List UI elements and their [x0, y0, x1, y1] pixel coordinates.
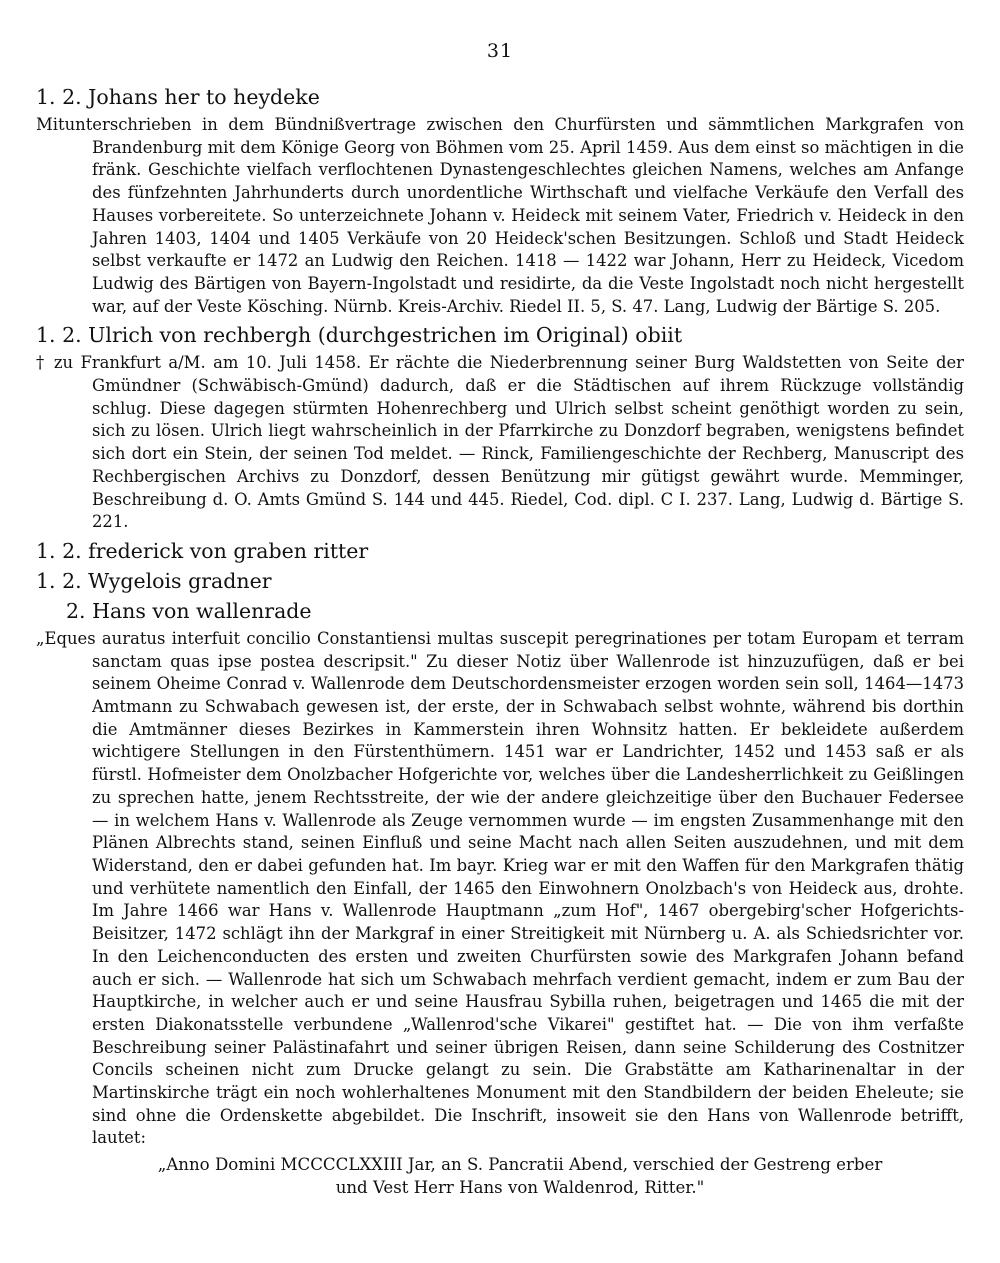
entry-gradner: [36, 568, 964, 595]
entry-wallenrade: [36, 598, 964, 1200]
entry-body: Mitunterschrieben in dem Bündnißvertrage zwischen den Churfürsten und sämmtlichen Markgrafen von Brandenburg mit dem Könige Georg von Böhmen vom 25. April 1459. Aus dem einst so mächtigen in die fränk. Geschichte vielfach verflochtenen Dynastengeschlechtes gleichen Namens, welches am Anfange des fünfzehnten Jahrhunderts durch unordentliche Wirthschaft und vielfache Verkäufe den Verfall des Hauses vorbereitete. So unterzeichnete Johann v. Heideck mit seinem Vater, Friedrich v. Heideck in den Jahren 1403, 1404 und 1405 Verkäufe von 20 Heideck'schen Besitzungen. Schloß und Stadt Heideck selbst verkaufte er 1472 an Ludwig den Reichen. 1418 — 1422 war Johann, Herr zu Heideck, Vicedom Ludwig des Bärtigen von Bayern-Ingolstadt und residirte, da die Veste Ingolstadt noch nicht hergestellt war, auf der Veste Kösching. Nürnb. Kreis-Archiv. Riedel II. 5, S. 47. Lang, Ludwig der Bärtige S. 205.: [36, 115, 964, 316]
entry-graben: [36, 538, 964, 565]
entry-heading: 1. 2. frederick von graben ritter: [36, 538, 369, 563]
epitaph-inscription: [36, 1154, 964, 1199]
entry-heading: 1. 2. Ulrich von rechbergh (durchgestrichen im Original) obiit: [36, 323, 683, 348]
epitaph-line: „Anno Domini MCCCCLXXIII Jar, an S. Pancratii Abend, verschied der Gestreng erber: [157, 1155, 883, 1175]
entry-rechbergh: [36, 322, 964, 534]
entry-heading: 2. Hans von wallenrade: [66, 598, 312, 623]
entry-heading: 1. 2. Johans her to heydeke: [36, 85, 320, 109]
entry-body: „Eques auratus interfuit concilio Constantiensi multas suscepit peregrinationes per totam Europam et terram sanctam quas ipse postea descripsit." Zu dieser Notiz über Wallenrode ist hinzuzufügen, daß er bei seinem Oheime Conrad v. Wallenrode dem Deutschordensmeister erzogen worden sein soll, 1464—1473 Amtmann zu Schwabach gewesen ist, der erste, der in Schwabach selbst wohnte, während bis dorthin die Amtmänner dieses Bezirkes in Kammerstein ihren Wohnsitz hatten. Er bekleidete außerdem wichtigere Stellungen in den Fürstenthümern. 1451 war er Landrichter, 1452 und 1453 saß er als fürstl. Hofmeister dem Onolzbacher Hofgerichte vor, welches über die Landesherrlichkeit zu Geißlingen zu sprechen hatte, jenem Rechtsstreite, der wie der andere gleichzeitige über den Buchauer Federsee — in welchem Hans v. Wallenrode als Zeuge vernommen wurde — im engsten Zusammenhange mit den Plänen Albrechts stand, seinen Einfluß und seine Macht nach allen Seiten auszudehnen, und mit dem Widerstand, den er dabei gefunden hat. Im bayr. Krieg war er mit den Waffen für den Markgrafen thätig und verhütete namentlich den Einfall, der 1465 den Einwohnern Onolzbach's von Heideck aus, drohte. Im Jahre 1466 war Hans v. Wallenrode Hauptmann „zum Hof", 1467 obergebirg'scher Hofgerichts-Beisitzer, 1472 schlägt ihn der Markgraf in einer Streitigkeit mit Nürnberg u. A. als Schiedsrichter vor. In den Leichenconducten des ersten und zweiten Churfürsten sowie des Markgrafen Johann befand auch er sich. — Wallenrode hat sich um Schwabach mehrfach verdient gemacht, indem er zum Bau der Hauptkirche, in welcher auch er und seine Hausfrau Sybilla ruhen, beigetragen und 1465 die mit der ersten Diakonatsstelle verbundene „Wallenrod'sche Vikarei" gestiftet hat. — Die von ihm verfaßte Beschreibung seiner Palästinafahrt und seiner übrigen Reisen, dann seine Schilderung des Costnitzer Concils scheinen nicht zum Drucke gelangt zu sein. Die Grabstätte am Katharinenaltar in der Martinskirche trägt ein noch wohlerhaltenes Monument mit den Standbildern der beiden Eheleute; sie sind ohne die Ordenskette abgebildet. Die Inschrift, insoweit sie den Hans von Wallenrode betrifft, lautet:: [36, 628, 964, 1148]
page-number: 31: [486, 40, 514, 62]
epitaph-line: und Vest Herr Hans von Waldenrod, Ritter.": [335, 1177, 705, 1197]
entry-heading: 1. 2. Wygelois gradner: [36, 568, 272, 593]
entry-body: † zu Frankfurt a/M. am 10. Juli 1458. Er rächte die Niederbrennung seiner Burg Waldstetten von Seite der Gmündner (Schwäbisch-Gmünd) dadurch, daß er die Städtischen auf ihrem Rückzuge vollständig schlug. Diese dagegen stürmten Hohenrechberg und Ulrich selbst scheint genöthigt worden zu sein, sich zu lösen. Ulrich liegt wahrscheinlich in der Pfarrkirche zu Donzdorf begraben, wenigstens befindet sich dort ein Stein, der seinen Tod meldet. — Rinck, Familiengeschichte der Rechberg, Manuscript des Rechbergischen Archivs zu Donzdorf, dessen Benützung mir gütigst gewährt wurde. Memminger, Beschreibung d. O. Amts Gmünd S. 144 und 445. Riedel, Cod. dipl. C I. 237. Lang, Ludwig d. Bärtige S. 221.: [36, 353, 964, 532]
entry-heydeke: [36, 84, 964, 318]
